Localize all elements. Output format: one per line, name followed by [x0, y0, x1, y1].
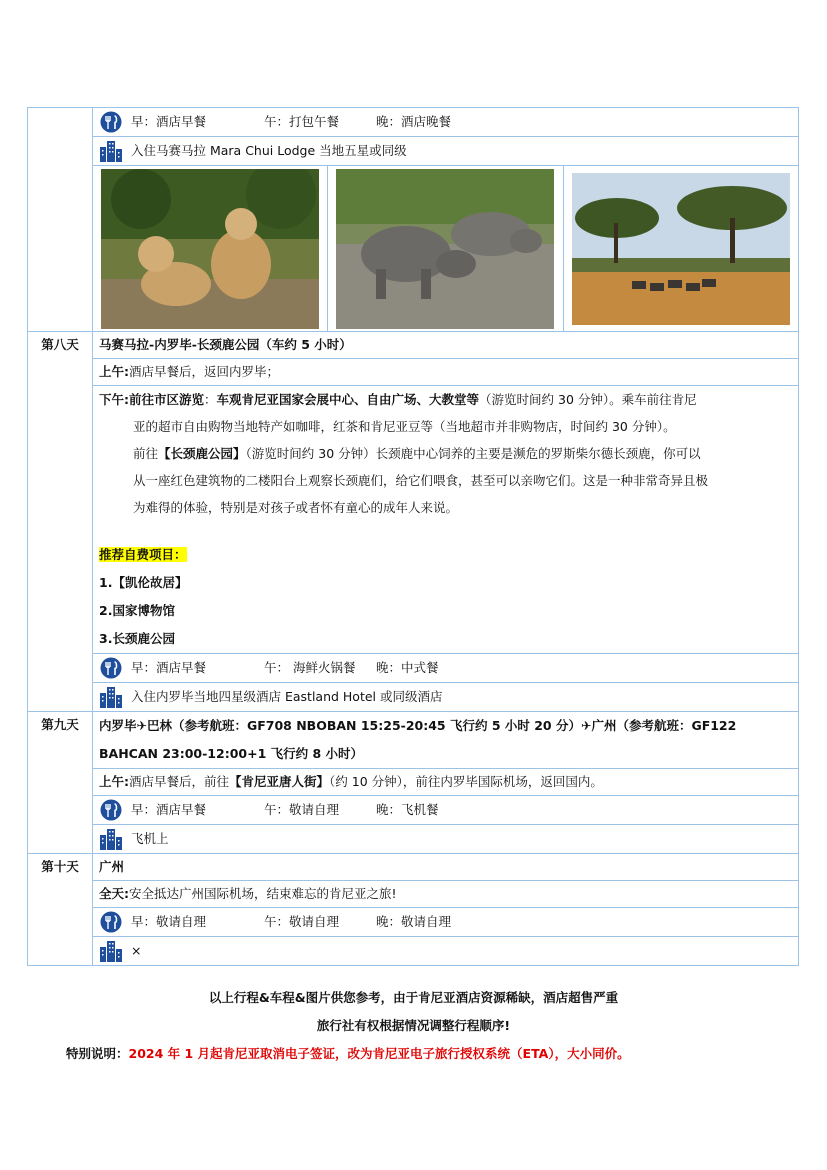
meal-icon	[99, 657, 123, 679]
day8-label-cell	[28, 332, 93, 712]
dinner-text: 晚：敬请自理	[376, 914, 452, 929]
footer-note-line1: 以上行程&车程&图片供您参考，由于肯尼亚酒店资源稀缺，酒店超售严重	[208, 990, 619, 1005]
day10-label-cell	[28, 854, 93, 966]
hotel-icon	[99, 686, 123, 708]
meal-icon	[99, 111, 123, 133]
lunch-text: 午：敬请自理	[264, 914, 340, 929]
day8-meals-row	[28, 654, 799, 683]
footer-note-line2: 旅行社有权根据情况调整行程顺序!	[316, 1018, 511, 1033]
day10-allday-row: 全天:安全抵达广州国际机场，结束难忘的肯尼亚之旅!	[28, 881, 799, 908]
special-note-text: 2024 年 1 月起肯尼亚取消电子签证，改为肯尼亚电子旅行授权系统（ETA），大小同价。	[128, 1046, 630, 1061]
optional-item: 3.长颈鹿公园	[99, 631, 175, 646]
day7-label-cell	[28, 108, 93, 332]
day9-label: 第九天	[41, 717, 79, 732]
day9-label-cell	[28, 712, 93, 854]
day8-afternoon-row: 下午:前往市区游览：车观肯尼亚国家会展中心、自由广场、大教堂等（游览时间约 30 分钟）。乘车前往肯尼 亚的超市自由购物当地特产如咖啡，红茶和肯尼亚豆等（当地超市并非购物店，时间约 30 分钟）。 前往【长颈鹿公园】（游览时间约 30 分钟）长颈鹿中心饲养的主要是濒危的罗斯柴尔德长颈鹿，你可以 从一座红色建筑物的二楼阳台上观察长颈鹿们，给它们喂食，甚至可以亲吻它们。这是一种非常奇异且极 为难得的体验，特别是对孩子或者怀有童心的成年人来说。 推荐自费项目： 1.【凯伦故居】 2.国家博物馆 3.长颈鹿公园	[28, 386, 799, 654]
breakfast-text: 早：酒店早餐	[131, 660, 207, 675]
day9-title-line1: 内罗毕✈巴林（参考航班：GF708 NBOBAN 15:25-20:45 飞行约 5 小时 20 分）✈广州（参考航班：GF122	[99, 718, 737, 733]
day10-hotel-row	[28, 937, 799, 966]
day8-morning-row	[28, 359, 799, 386]
optional-title: 推荐自费项目：	[99, 547, 187, 562]
hotel-icon	[99, 940, 123, 962]
day8-title: 马赛马拉-内罗毕-长颈鹿公园（车约 5 小时）	[93, 332, 799, 359]
morning-label: 上午:	[99, 364, 129, 379]
photo-row	[28, 166, 799, 332]
savanna-photo	[572, 173, 790, 325]
day7-meals-row	[28, 108, 799, 137]
lunch-text: 午： 海鲜火锅餐	[264, 660, 356, 675]
itinerary-table	[27, 107, 799, 966]
dinner-text: 晚：中式餐	[376, 660, 439, 675]
optional-item: 1.【凯伦故居】	[99, 575, 188, 590]
breakfast-text: 早：敬请自理	[131, 914, 207, 929]
day8-label: 第八天	[41, 337, 79, 352]
special-note-label: 特别说明：	[66, 1046, 129, 1061]
day8-title-row	[28, 332, 799, 359]
day9-title-line2: BAHCAN 23:00-12:00+1 飞行约 8 小时）	[99, 746, 364, 761]
hotel-text: 入住马赛马拉 Mara Chui Lodge 当地五星或同级	[131, 143, 407, 158]
morning-text: 酒店早餐后，返回内罗毕；	[129, 364, 280, 379]
hotel-text: ×	[131, 943, 142, 958]
hotel-icon	[99, 828, 123, 850]
breakfast-text: 早：酒店早餐	[131, 802, 207, 817]
dinner-text: 晚：酒店晚餐	[376, 114, 452, 129]
meal-icon	[99, 799, 123, 821]
day10-title: 广州	[93, 854, 799, 881]
hotel-text: 入住内罗毕当地四星级酒店 Eastland Hotel 或同级酒店	[131, 689, 443, 704]
rhinos-photo	[336, 169, 554, 329]
dinner-text: 晚：飞机餐	[376, 802, 439, 817]
meal-icon	[99, 911, 123, 933]
day8-hotel-row	[28, 683, 799, 712]
day9-title-row	[28, 712, 799, 769]
special-note	[66, 1044, 806, 1062]
lunch-text: 午：打包午餐	[264, 114, 340, 129]
day9-meals-row	[28, 796, 799, 825]
day10-meals-row	[28, 908, 799, 937]
hotel-icon	[99, 140, 123, 162]
day9-morning-row: 上午:酒店早餐后，前往【肯尼亚唐人街】（约 10 分钟），前往内罗毕国际机场，返回国内。	[28, 769, 799, 796]
breakfast-text: 早：酒店早餐	[131, 114, 207, 129]
day7-hotel-row	[28, 137, 799, 166]
hotel-text: 飞机上	[131, 831, 169, 846]
lions-photo	[101, 169, 319, 329]
optional-item: 2.国家博物馆	[99, 603, 175, 618]
day10-label: 第十天	[41, 859, 79, 874]
afternoon-label: 下午:	[99, 392, 129, 407]
day9-hotel-row	[28, 825, 799, 854]
day10-title-row	[28, 854, 799, 881]
lunch-text: 午：敬请自理	[264, 802, 340, 817]
